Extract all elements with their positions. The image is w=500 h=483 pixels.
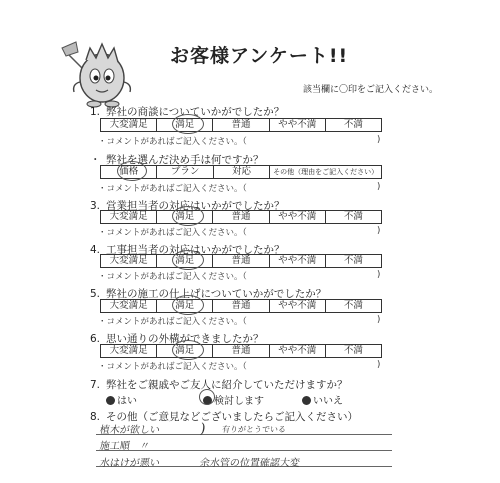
q5-option-somewhat-dissatisfied[interactable]: やや不満	[270, 300, 326, 312]
q7-option-yes[interactable]: はい	[106, 392, 137, 407]
mascot-flag-icon	[62, 42, 82, 68]
q6-option-satisfied[interactable]: 満足	[157, 345, 213, 357]
q3-selection-circle	[172, 206, 204, 226]
question-5: 5. 弊社の施工の仕上げについていかがでしたか？	[90, 288, 327, 300]
handwritten-bracket: )	[198, 421, 207, 437]
q7-option-considering[interactable]: 検討します	[203, 392, 264, 407]
q6-selection-circle	[172, 340, 204, 360]
q4-option-neutral[interactable]: 普通	[213, 255, 269, 267]
q2-comment[interactable]: ・コメントがあればご記入ください。（ )	[98, 182, 381, 194]
q1-option-satisfied[interactable]: 満足	[157, 119, 213, 131]
question-3-options	[100, 210, 382, 224]
handwritten-line-1-left: 植木が欲しい	[98, 425, 161, 436]
q5-option-neutral[interactable]: 普通	[213, 300, 269, 312]
handwritten-line-3-left: 水はけが悪い	[98, 458, 161, 469]
q5-option-very-satisfied[interactable]: 大変満足	[101, 300, 157, 312]
q3-option-dissatisfied[interactable]: 不満	[343, 211, 363, 222]
q3-option-satisfied[interactable]: 満足	[157, 211, 213, 223]
handwritten-line-2-left: 施工順 〃	[98, 441, 151, 452]
q6-option-neutral[interactable]: 普通	[213, 345, 269, 357]
q5-comment[interactable]: ・コメントがあればご記入ください。（ )	[98, 315, 381, 327]
q4-option-somewhat-dissatisfied[interactable]: やや不満	[270, 255, 326, 267]
q6-option-dissatisfied[interactable]: 不満	[343, 345, 363, 356]
instruction-text: 該当欄に〇印をご記入ください。	[303, 85, 439, 95]
q6-option-somewhat-dissatisfied[interactable]: やや不満	[270, 345, 326, 357]
q5-option-satisfied[interactable]: 満足	[157, 300, 213, 312]
question-7: 7. 弊社をご親戚やご友人に紹介していただけますか？	[90, 379, 348, 391]
q1-option-dissatisfied[interactable]: 不満	[343, 119, 363, 130]
q2-option-service[interactable]: 対応	[214, 166, 270, 178]
question-8: 8. その他（ご意見などございましたらご記入ください）	[90, 411, 358, 423]
q1-option-neutral[interactable]: 普通	[213, 119, 269, 131]
q4-option-very-satisfied[interactable]: 大変満足	[101, 255, 157, 267]
question-2: ・ 弊社を選んだ決め手は何ですか？	[90, 154, 264, 166]
q2-option-other[interactable]: その他（理由をご記入ください）	[273, 168, 379, 176]
question-4-options	[100, 254, 382, 268]
q6-option-very-satisfied[interactable]: 大変満足	[101, 345, 157, 357]
radio-dot-icon	[106, 396, 115, 405]
q1-comment[interactable]: ・コメントがあればご記入ください。（ )	[98, 135, 381, 147]
q4-selection-circle	[172, 250, 204, 270]
q5-option-dissatisfied[interactable]: 不満	[343, 300, 363, 311]
question-3: 3. 営業担当者の対応はいかがでしたか？	[90, 200, 285, 212]
question-6-options	[100, 344, 382, 358]
question-1-options	[100, 118, 382, 132]
q4-option-satisfied[interactable]: 満足	[157, 255, 213, 267]
q1-option-very-satisfied[interactable]: 大変満足	[101, 119, 157, 131]
page-title: お客様アンケート!!	[170, 45, 349, 67]
q5-selection-circle	[172, 295, 204, 315]
q3-option-somewhat-dissatisfied[interactable]: やや不満	[270, 211, 326, 223]
radio-dot-icon	[302, 396, 311, 405]
handwritten-line-3-right: 余水管の位置確認大変	[198, 458, 301, 469]
mascot-illustration	[58, 38, 140, 108]
question-6: 6. 思い通りの外構ができましたか？	[90, 333, 264, 345]
q3-option-very-satisfied[interactable]: 大変満足	[101, 211, 157, 223]
q1-option-somewhat-dissatisfied[interactable]: やや不満	[270, 119, 326, 131]
question-1: 1. 弊社の商談についていかがでしたか？	[90, 106, 285, 118]
q4-option-dissatisfied[interactable]: 不満	[343, 255, 363, 266]
question-4: 4. 工事担当者の対応はいかがでしたか？	[90, 244, 285, 256]
q1-selection-circle	[172, 114, 204, 134]
q7-option-no[interactable]: いいえ	[302, 392, 343, 407]
q3-option-neutral[interactable]: 普通	[213, 211, 269, 223]
q4-comment[interactable]: ・コメントがあればご記入ください。（ )	[98, 270, 381, 282]
q3-comment[interactable]: ・コメントがあればご記入ください。（ )	[98, 226, 381, 238]
q2-selection-circle	[117, 161, 147, 181]
handwritten-line-1-right: 有りがとうでいる	[221, 425, 287, 434]
q7-selection-circle	[199, 389, 215, 405]
q2-option-plan[interactable]: プラン	[157, 166, 213, 178]
q2-option-price[interactable]: 価格	[101, 166, 157, 178]
q6-comment[interactable]: ・コメントがあればご記入ください。（ )	[98, 360, 381, 372]
question-5-options	[100, 299, 382, 313]
